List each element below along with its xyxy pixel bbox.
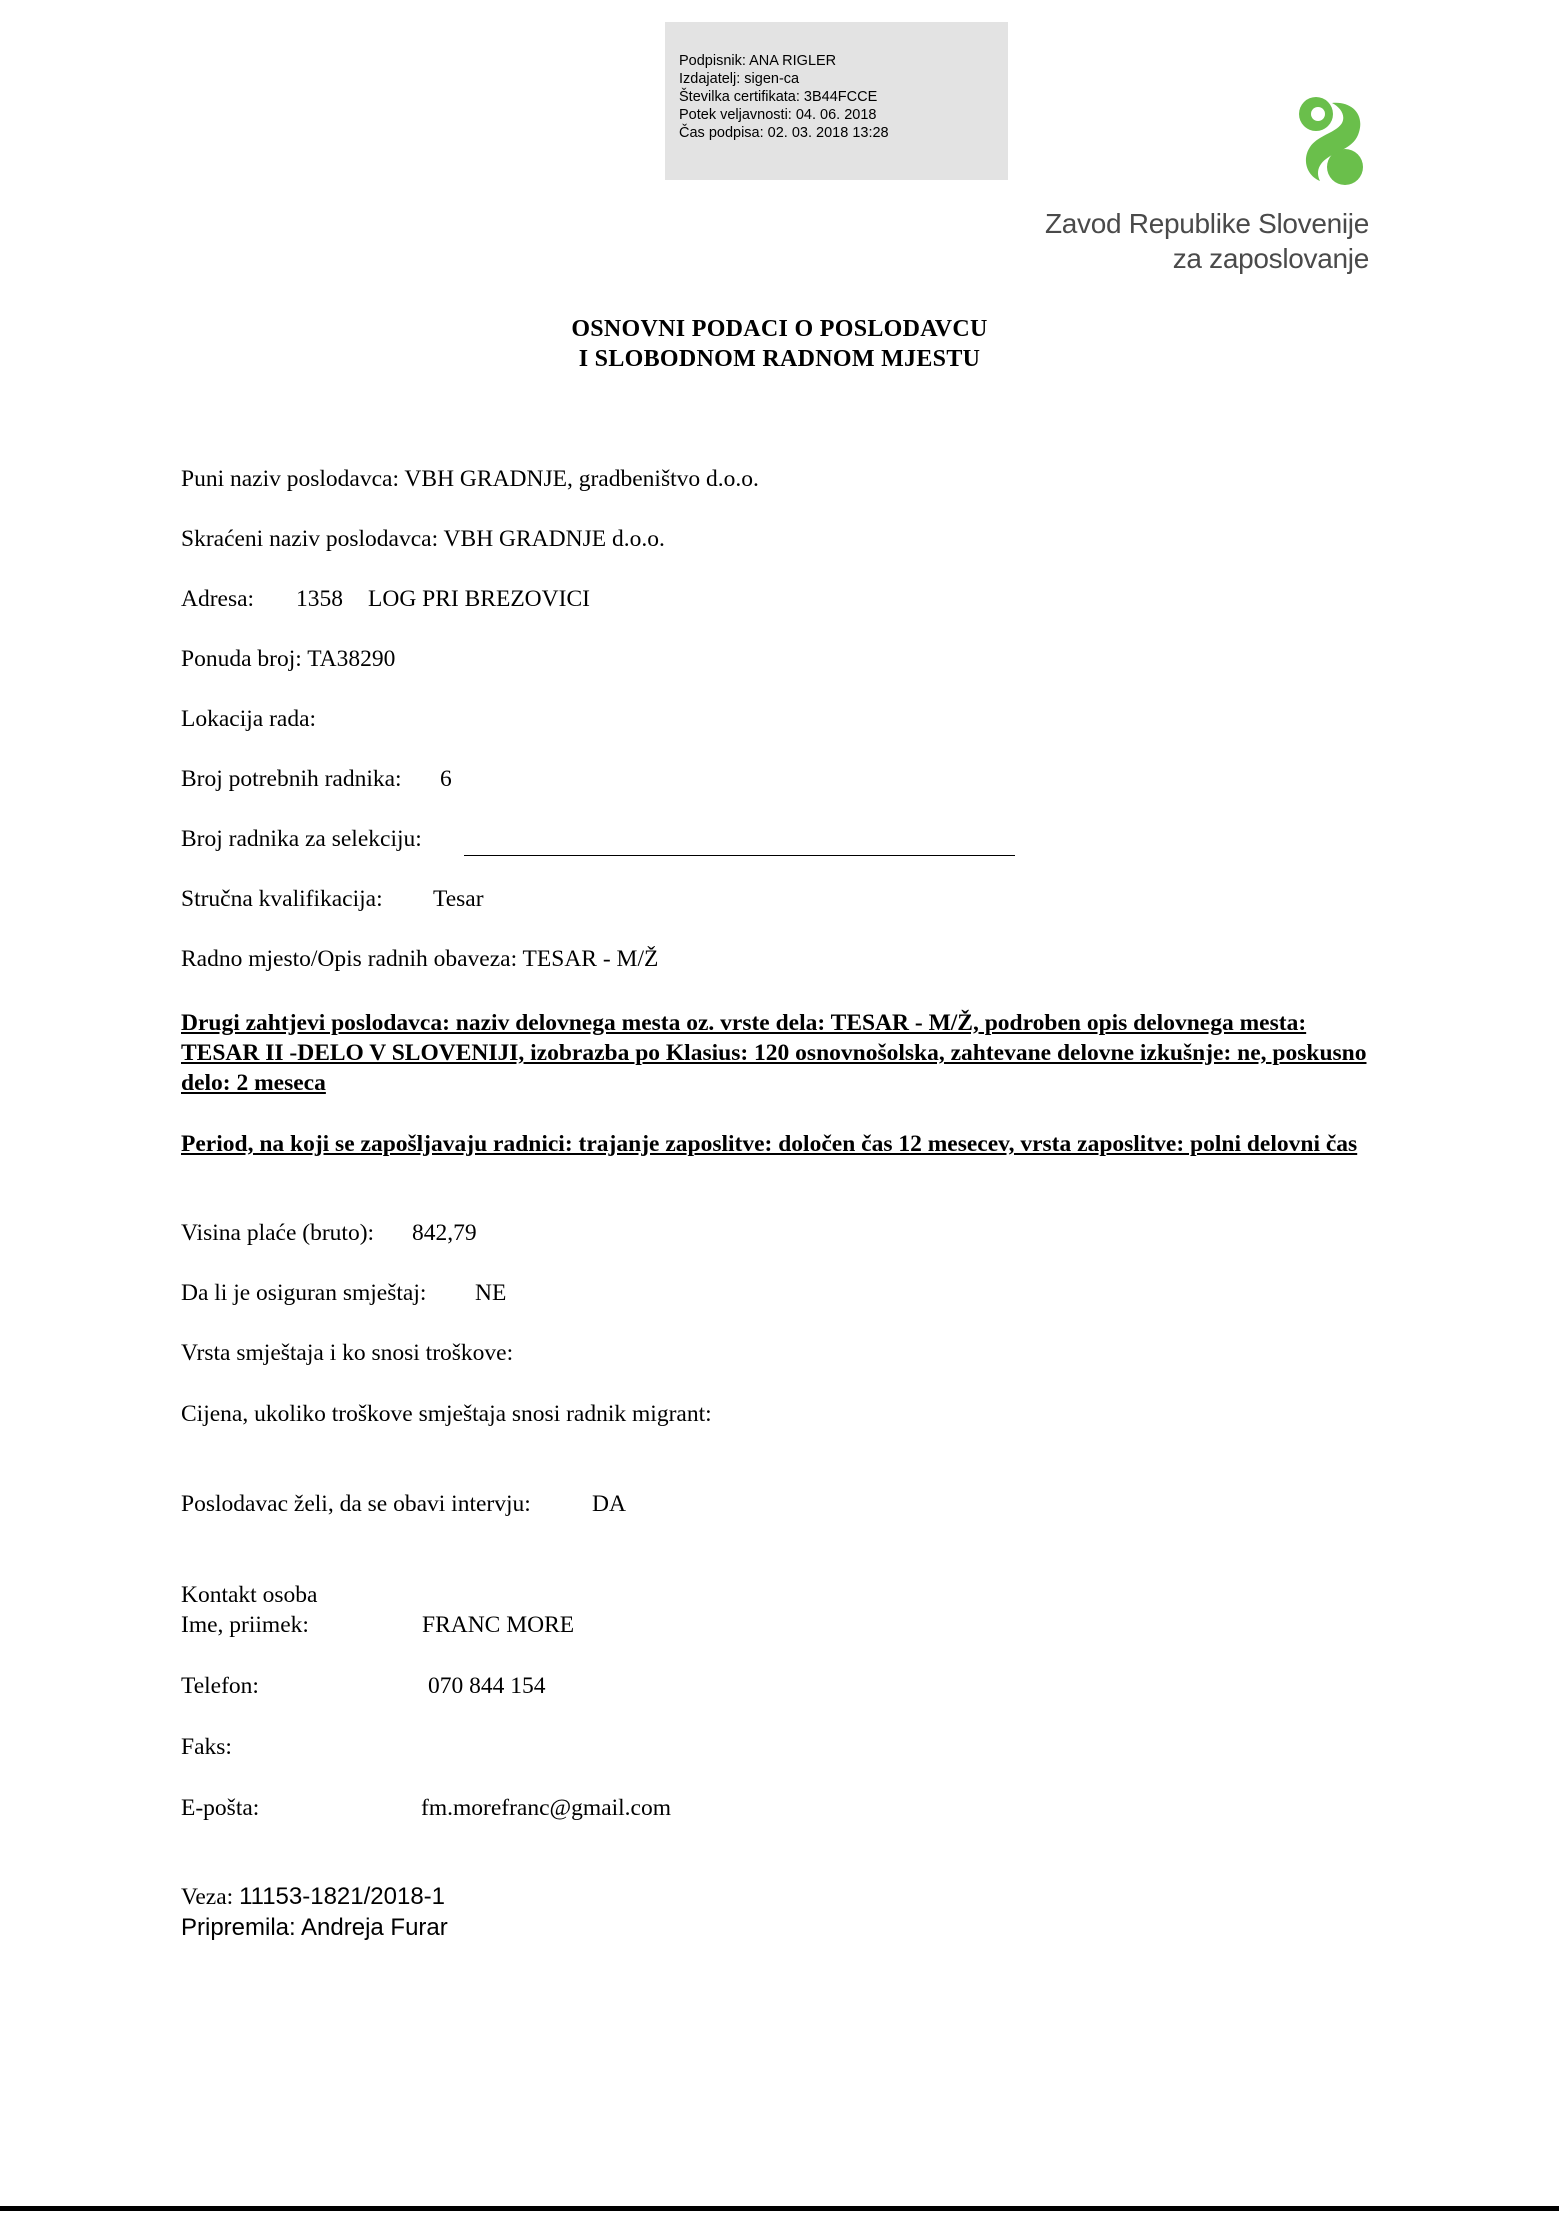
contact-phone-label: Telefon:	[181, 1673, 259, 1699]
digital-signature-box	[665, 22, 1008, 180]
contact-fax-label: Faks:	[181, 1734, 232, 1760]
reference-number: 11153-1821/2018-1	[239, 1883, 446, 1910]
zavod-logo-icon	[1290, 95, 1370, 187]
signature-issuer: Izdajatelj: sigen-ca	[679, 71, 800, 87]
selection-workers-label: Broj radnika za selekciju:	[181, 826, 422, 852]
page-title-line1: OSNOVNI PODACI O POSLODAVCU	[571, 316, 988, 342]
accommodation-value: NE	[475, 1280, 507, 1306]
signature-signer: Podpisnik: ANA RIGLER	[679, 53, 837, 69]
logo-text-line2: za zaposlovanje	[1172, 243, 1369, 274]
job-description: Radno mjesto/Opis radnih obaveza: TESAR - M/Ž	[181, 946, 659, 972]
reference-line	[181, 1883, 445, 1911]
signature-time: Čas podpisa: 02. 03. 2018 13:28	[679, 125, 889, 141]
workers-needed-value: 6	[440, 766, 452, 792]
employer-short-name: Skraćeni naziv poslodavca: VBH GRADNJE d.o.o.	[181, 526, 665, 552]
accommodation-label: Da li je osiguran smještaj:	[181, 1280, 427, 1306]
contact-name-label: Ime, priimek:	[181, 1612, 309, 1638]
selection-workers-blank	[464, 855, 1015, 856]
workers-needed-label: Broj potrebnih radnika:	[181, 766, 402, 792]
interview-label: Poslodavac želi, da se obavi intervju:	[181, 1491, 531, 1517]
other-requirements: Drugi zahtjevi poslodavca: naziv delovnega mesta oz. vrste dela: TESAR - M/Ž, podroben opis delovnega mesta: TESAR II -DELO V SLOVENIJI, izobrazba po Klasius: 120 osnovnošolska, zahtevane delovne izkušnje: ne, poskusno delo: 2 meseca	[181, 1010, 1367, 1096]
address-city: LOG PRI BREZOVICI	[368, 586, 590, 612]
signature-certificate: Številka certifikata: 3B44FCCE	[679, 89, 878, 105]
contact-email-label: E-pošta:	[181, 1795, 260, 1821]
logo-text-line1: Zavod Republike Slovenije	[1044, 208, 1369, 239]
employer-full-name: Puni naziv poslodavca: VBH GRADNJE, gradbeništvo d.o.o.	[181, 466, 759, 492]
accommodation-price: Cijena, ukoliko troškove smještaja snosi radnik migrant:	[181, 1401, 712, 1427]
contact-phone-value: 070 844 154	[428, 1673, 546, 1699]
contact-name-value: FRANC MORE	[422, 1612, 575, 1638]
employment-period: Period, na koji se zapošljavaju radnici: trajanje zaposlitve: določen čas 12 mesecev, vrsta zaposlitve: polni delovni čas	[181, 1131, 1358, 1157]
address-label: Adresa:	[181, 586, 255, 612]
offer-number: Ponuda broj: TA38290	[181, 646, 396, 672]
salary-label: Visina plaće (bruto):	[181, 1220, 375, 1246]
page-title-line2: I SLOBODNOM RADNOM MJESTU	[578, 346, 981, 372]
accommodation-type: Vrsta smještaja i ko snosi troškove:	[181, 1340, 514, 1366]
qualification-label: Stručna kvalifikacija:	[181, 886, 383, 912]
contact-email-value: fm.morefranc@gmail.com	[421, 1795, 672, 1821]
salary-value: 842,79	[412, 1220, 477, 1246]
qualification-value: Tesar	[433, 886, 484, 912]
work-location: Lokacija rada:	[181, 706, 317, 732]
signature-validity: Potek veljavnosti: 04. 06. 2018	[679, 107, 877, 123]
interview-value: DA	[592, 1491, 626, 1517]
reference-label: Veza:	[181, 1884, 234, 1910]
address-postal-code: 1358	[296, 586, 343, 612]
prepared-by: Pripremila: Andreja Furar	[181, 1914, 448, 1941]
page-bottom-border	[0, 2206, 1559, 2211]
contact-heading: Kontakt osoba	[181, 1582, 318, 1608]
